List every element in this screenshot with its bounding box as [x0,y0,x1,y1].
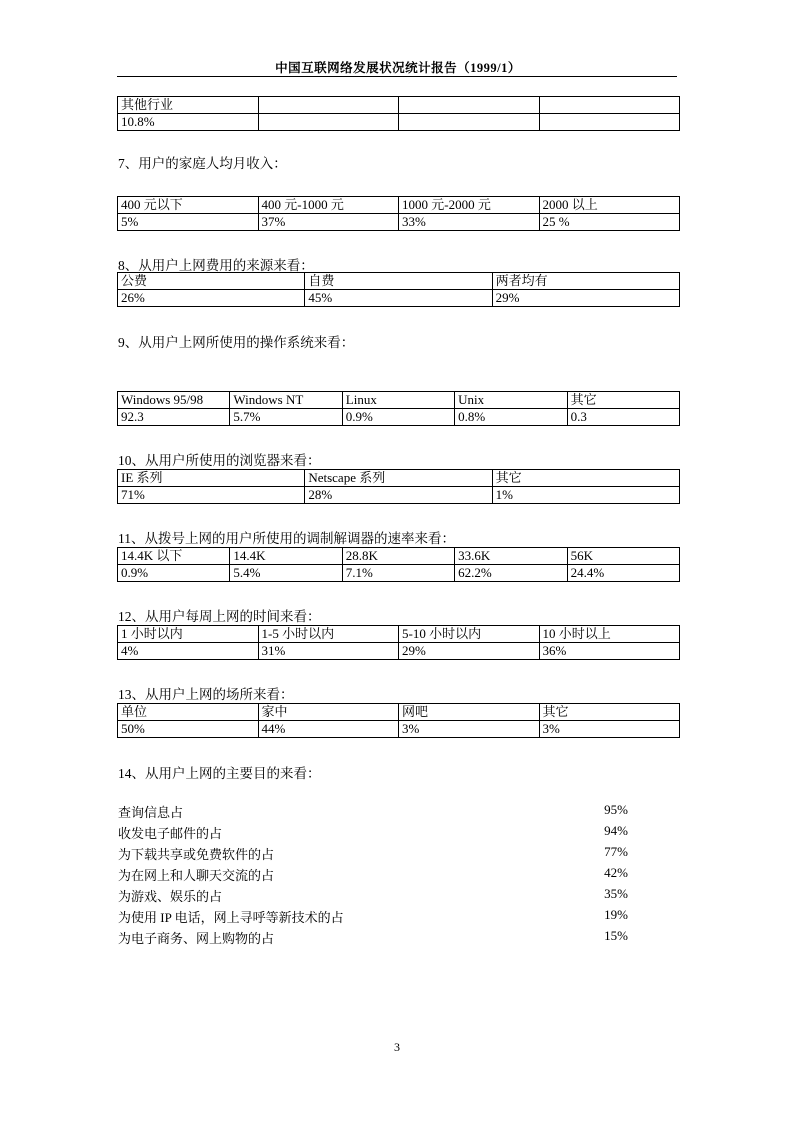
table-header-cell: 400 元-1000 元 [258,197,399,214]
section-heading: 7、用户的家庭人均月收入： [118,156,287,171]
table-row [118,643,680,660]
table-cell: 92.3 [118,409,230,426]
section-heading: 13、从用户上网的场所来看： [118,687,294,702]
table-row [118,114,680,131]
table-header-cell: 家中 [258,704,399,721]
table-header-cell: 1000 元-2000 元 [399,197,540,214]
table-header-cell: 两者均有 [492,273,679,290]
table-cell: 45% [305,290,492,307]
section-heading: 14、从用户上网的主要目的来看： [118,766,321,781]
list-item [118,886,628,905]
list-item [118,907,628,926]
table-header-cell: 2000 以上 [539,197,680,214]
table-row [118,214,680,231]
table-header-row [118,392,680,409]
table-cell: 0.3 [567,409,679,426]
list-item-value: 15% [604,928,628,943]
table-header-row [118,548,680,565]
section-heading: 9、从用户上网所使用的操作系统来看： [118,335,355,350]
list-item-label: 查询信息占 [118,805,184,820]
list-item-value: 42% [604,865,628,880]
table-row [118,409,680,426]
table-header-cell: Unix [455,392,567,409]
section-heading: 8、从用户上网费用的来源来看： [118,258,314,273]
table-cell: 37% [258,214,399,231]
table-cell: 0.9% [342,409,454,426]
table-header-row [118,626,680,643]
table-row [118,721,680,738]
table-cell: 5% [118,214,259,231]
table-header-cell: 28.8K [342,548,454,565]
list-item [118,865,628,884]
table-header-cell: 自费 [305,273,492,290]
list-item-value: 19% [604,907,628,922]
table-row [118,290,680,307]
list-item-label: 收发电子邮件的占 [118,826,223,841]
table-header-cell: Netscape 系列 [305,470,492,487]
table-location [117,703,680,738]
table-header-cell: 1 小时以内 [118,626,259,643]
list-item-value: 35% [604,886,628,901]
table-header-cell: 网吧 [399,704,540,721]
table-cell: 25 % [539,214,680,231]
table-header-cell: 14.4K [230,548,342,565]
table-browser [117,469,680,504]
list-item-value: 95% [604,802,628,817]
section-heading: 11、从拨号上网的用户所使用的调制解调器的速率来看： [118,531,455,546]
table-industry-continued [117,96,680,131]
table-cell: 29% [399,643,540,660]
table-cell: 4% [118,643,259,660]
table-header-row [118,97,680,114]
table-header-row [118,704,680,721]
table-header-cell: 5-10 小时以内 [399,626,540,643]
table-cell: 36% [539,643,680,660]
list-item-label: 为下载共享或免费软件的占 [118,847,275,862]
list-item-value: 77% [604,844,628,859]
table-header-cell: 400 元以下 [118,197,259,214]
table-header-cell: 其它 [539,704,680,721]
section-heading: 10、从用户所使用的浏览器来看： [118,453,321,468]
list-item-value: 94% [604,823,628,838]
table-header-cell [399,97,540,114]
table-cell: 28% [305,487,492,504]
table-header-cell: 10 小时以上 [539,626,680,643]
header-divider [117,76,677,77]
table-header-cell [539,97,680,114]
table-os [117,391,680,426]
table-cell: 44% [258,721,399,738]
table-header-cell: 其它 [567,392,679,409]
table-cell [258,114,399,131]
table-cell: 3% [399,721,540,738]
table-cell: 62.2% [455,565,567,582]
page-header-title: 中国互联网络发展状况统计报告（1999/1） [275,61,521,75]
table-header-row [118,197,680,214]
page-number: 3 [394,1040,400,1054]
table-row [118,487,680,504]
table-cell: 24.4% [567,565,679,582]
table-cell: 0.9% [118,565,230,582]
table-cell: 7.1% [342,565,454,582]
table-header-cell: IE 系列 [118,470,305,487]
table-cell: 5.7% [230,409,342,426]
section-heading: 12、从用户每周上网的时间来看： [118,609,321,624]
table-header-cell: 56K [567,548,679,565]
table-cell: 1% [492,487,679,504]
list-item-label: 为在网上和人聊天交流的占 [118,868,275,883]
table-header-cell: 其它 [492,470,679,487]
table-header-cell: 单位 [118,704,259,721]
table-cell: 71% [118,487,305,504]
table-cell: 29% [492,290,679,307]
table-cell: 3% [539,721,680,738]
table-header-cell: 其他行业 [118,97,259,114]
table-header-cell: 14.4K 以下 [118,548,230,565]
table-header-row [118,470,680,487]
table-header-cell: 公费 [118,273,305,290]
list-item [118,823,628,842]
table-cell: 26% [118,290,305,307]
table-income [117,196,680,231]
list-item-label: 为使用 IP 电话，网上寻呼等新技术的占 [118,910,344,925]
table-cell [399,114,540,131]
table-cell: 31% [258,643,399,660]
list-item-label: 为电子商务、网上购物的占 [118,931,275,946]
list-item [118,802,628,821]
list-item-label: 为游戏、娱乐的占 [118,889,223,904]
table-header-cell: Linux [342,392,454,409]
table-weekly-time [117,625,680,660]
table-cell: 0.8% [455,409,567,426]
list-item [118,844,628,863]
table-header-row [118,273,680,290]
table-header-cell: Windows 95/98 [118,392,230,409]
list-item [118,928,628,947]
table-modem [117,547,680,582]
table-row [118,565,680,582]
table-cell: 50% [118,721,259,738]
table-fee-source [117,272,680,307]
table-header-cell: 1-5 小时以内 [258,626,399,643]
table-cell: 5.4% [230,565,342,582]
table-cell: 10.8% [118,114,259,131]
table-cell: 33% [399,214,540,231]
table-header-cell [258,97,399,114]
table-cell [539,114,680,131]
table-header-cell: 33.6K [455,548,567,565]
table-header-cell: Windows NT [230,392,342,409]
